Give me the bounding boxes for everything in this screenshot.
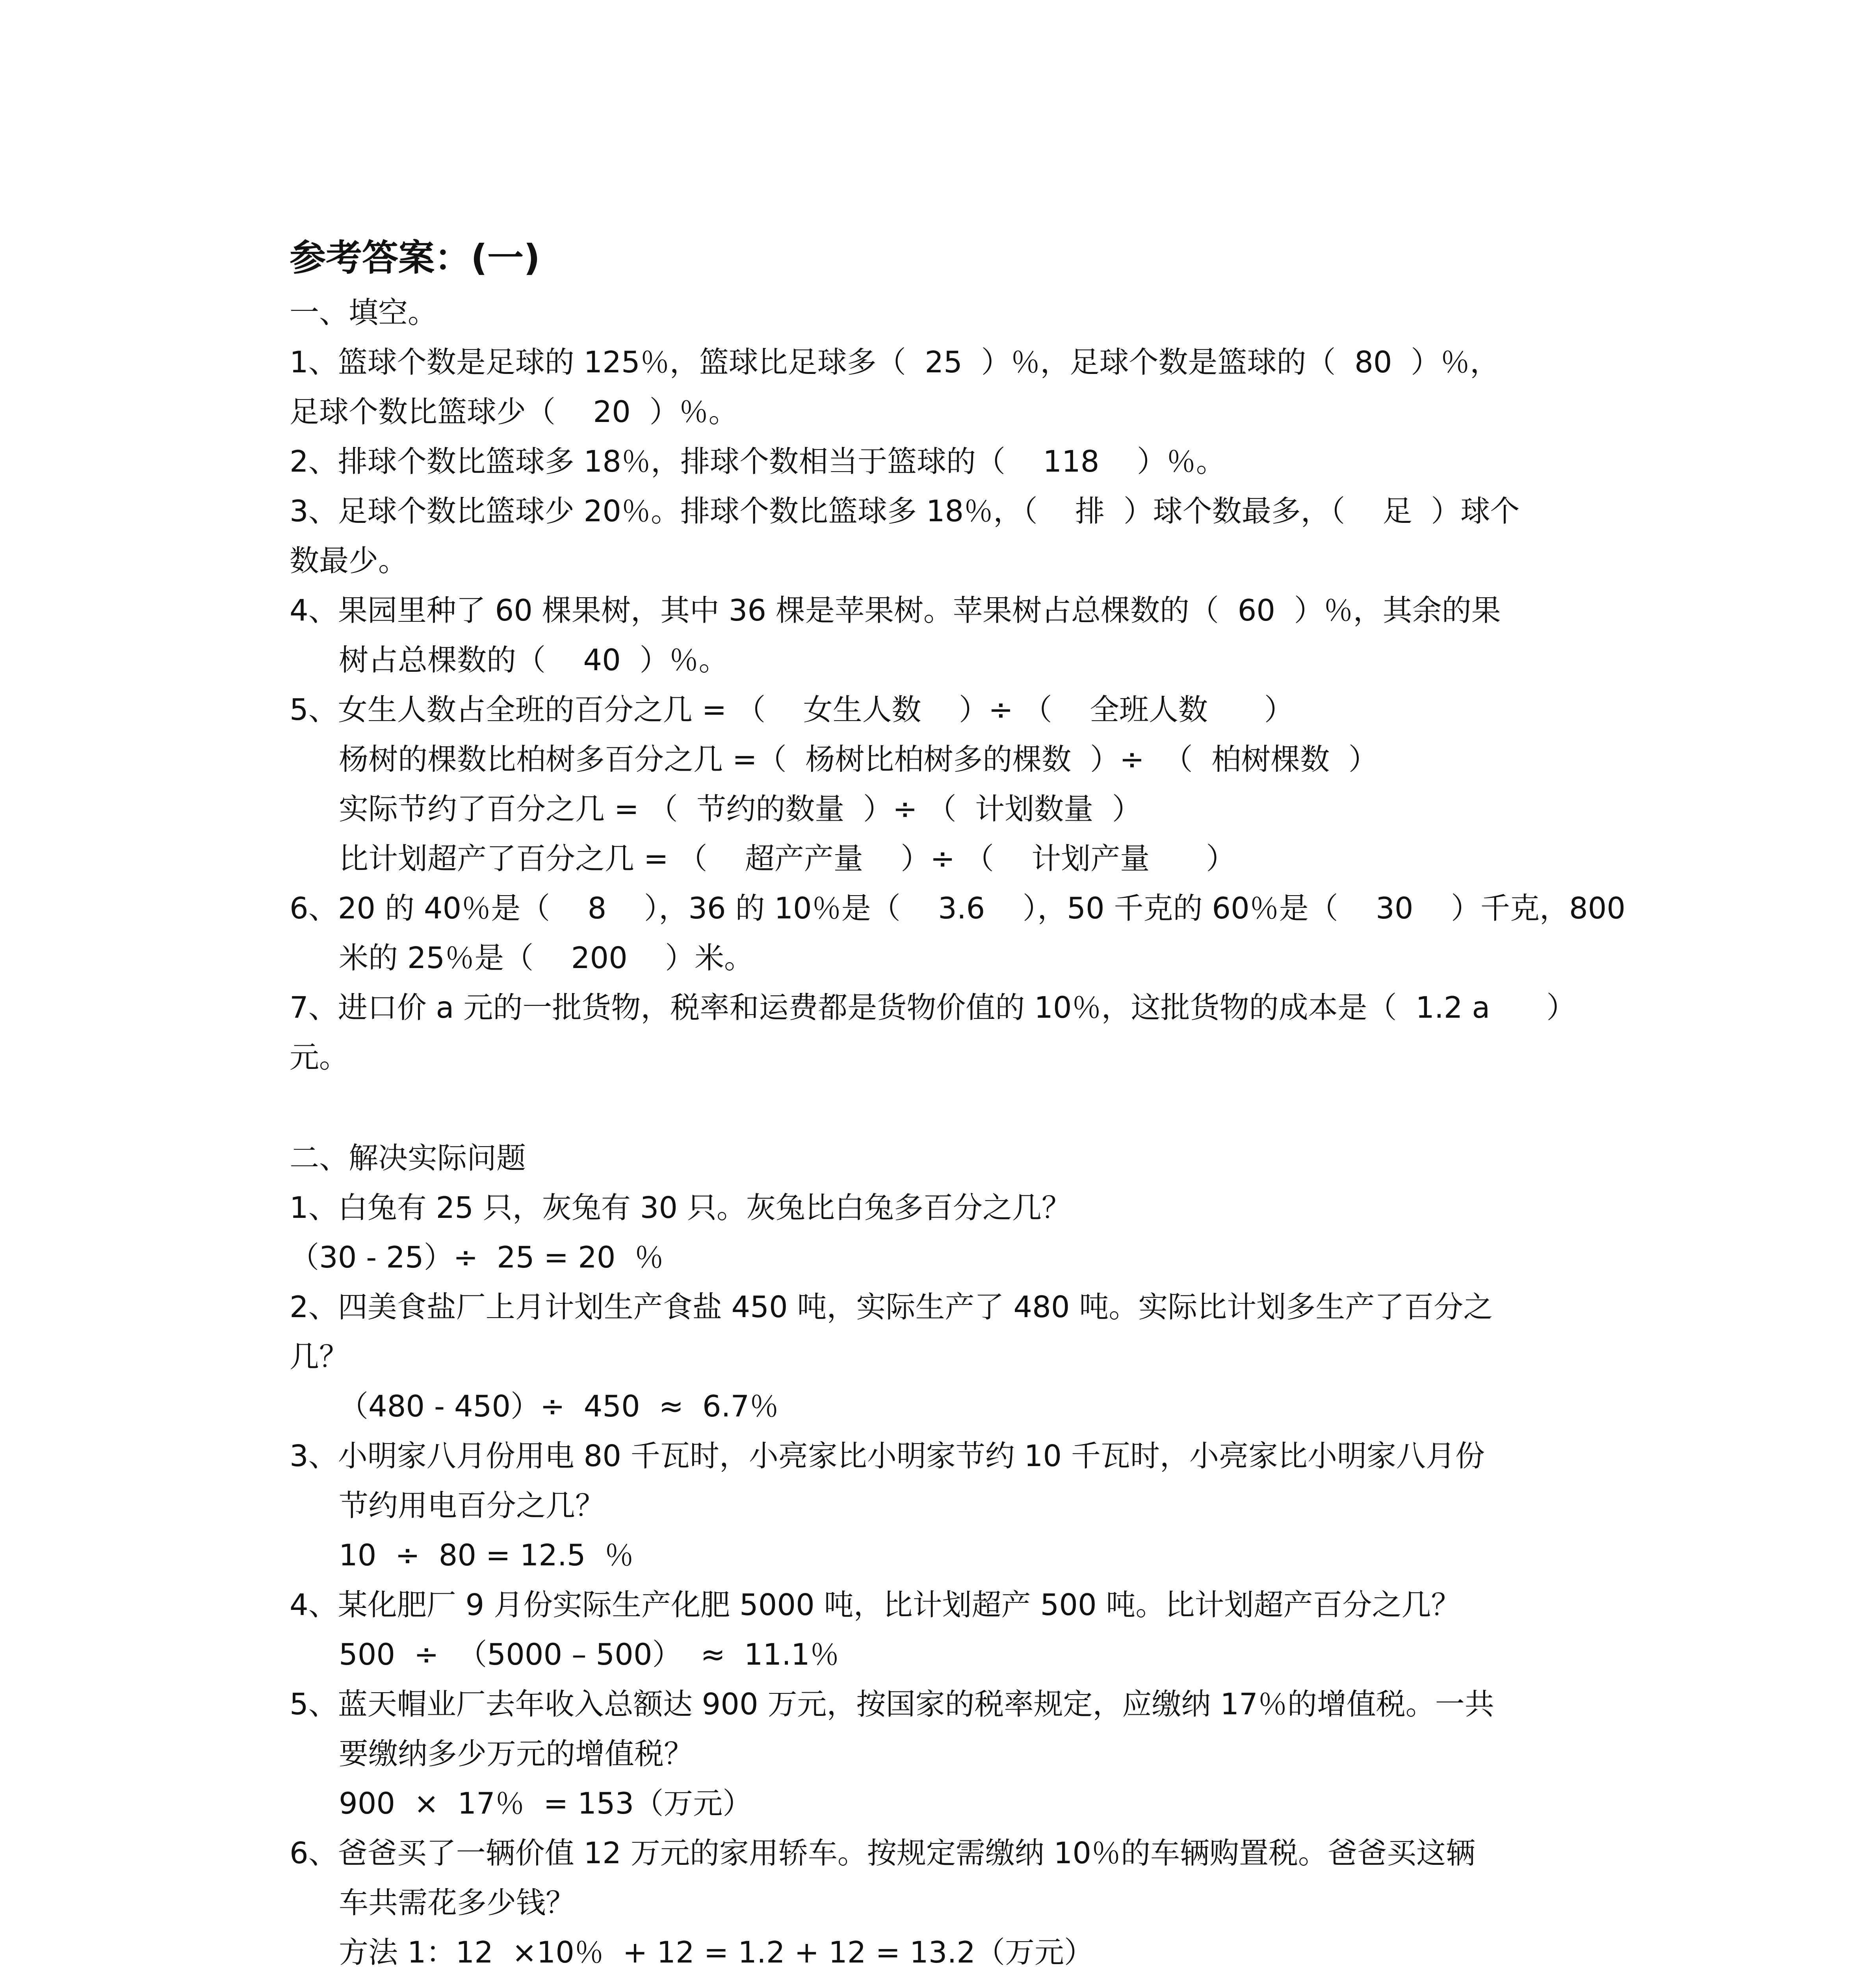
- fill-blank-line: 3、足球个数比篮球少 20％。排球个数比篮球多 18％，（ 排 ）球个数最多，（ 足 ）球个: [290, 494, 1520, 528]
- solution-line: 方法 1：12 ×10％ + 12 = 1.2 + 12 = 13.2（万元）: [339, 1935, 1094, 1970]
- fill-blank-line: 数最少。: [290, 543, 408, 578]
- section1-title: 一、填空。: [290, 295, 438, 330]
- problem-line: 2、四美食盐厂上月计划生产食盐 450 吨，实际生产了 480 吨。实际比计划多生产了百分之: [290, 1290, 1493, 1324]
- fill-blank-line: 米的 25％是（ 200 ）米。: [339, 940, 754, 975]
- problem-line: 4、某化肥厂 9 月份实际生产化肥 5000 吨，比计划超产 500 吨。比计划超产百分之几？: [290, 1587, 1461, 1622]
- solution-line: （480 - 450）÷ 450 ≈ 6.7％: [339, 1389, 779, 1424]
- fill-blank-line: 5、女生人数占全班的百分之几 = （ 女生人数 ）÷ （ 全班人数 ）: [290, 692, 1294, 727]
- problem-line: 5、蓝天帽业厂去年收入总额达 900 万元，按国家的税率规定，应缴纳 17％的增值税。一共: [290, 1687, 1494, 1721]
- solution-line: （30 - 25）÷ 25 = 20 ％: [290, 1240, 664, 1275]
- section2-title: 二、解决实际问题: [290, 1141, 526, 1175]
- answer-content: [290, 229, 1626, 1970]
- solution-line: 900 × 17％ = 153（万元）: [339, 1786, 752, 1821]
- problem-line: 节约用电百分之几？: [339, 1488, 605, 1523]
- fill-blank-line: 足球个数比篮球少（ 20 ）％。: [290, 394, 738, 429]
- section-spacer: [290, 1082, 1601, 1133]
- fill-blank-line: 7、进口价 a 元的一批货物，税率和运费都是货物价值的 10％，这批货物的成本是（ 1.2 a ）: [290, 990, 1576, 1025]
- fill-blank-line: 实际节约了百分之几 = （ 节约的数量 ）÷ （ 计划数量 ）: [339, 792, 1142, 826]
- problem-line: 6、爸爸买了一辆价值 12 万元的家用轿车。按规定需缴纳 10％的车辆购置税。爸爸买这辆: [290, 1836, 1476, 1870]
- problem-line: 1、白兔有 25 只，灰兔有 30 只。灰兔比白兔多百分之几？: [290, 1190, 1071, 1225]
- problem-line: 几？: [290, 1339, 349, 1374]
- problem-line: 车共需花多少钱？: [339, 1885, 576, 1920]
- fill-blank-line: 比计划超产了百分之几 = （ 超产产量 ）÷ （ 计划产量 ）: [339, 841, 1236, 876]
- fill-blank-line: 2、排球个数比篮球多 18％，排球个数相当于篮球的（ 118 ）％。: [290, 444, 1226, 479]
- fill-blank-line: 元。: [290, 1040, 349, 1074]
- fill-blank-line: 杨树的棵数比柏树多百分之几 =（ 杨树比柏树多的棵数 ）÷ （ 柏树棵数 ）: [339, 742, 1378, 777]
- problem-line: 要缴纳多少万元的增值税？: [339, 1736, 694, 1771]
- problem-line: 3、小明家八月份用电 80 千瓦时，小亮家比小明家节约 10 千瓦时，小亮家比小明家八月份: [290, 1438, 1485, 1473]
- page-heading: 参考答案：(一): [290, 237, 541, 279]
- solution-line: 10 ÷ 80 = 12.5 ％: [339, 1538, 634, 1572]
- fill-blank-line: 树占总棵数的（ 40 ）％。: [339, 643, 728, 677]
- fill-blank-line: 4、果园里种了 60 棵果树，其中 36 棵是苹果树。苹果树占总棵数的（ 60 ）％，其余的果: [290, 593, 1501, 628]
- solution-line: 500 ÷ （5000 – 500） ≈ 11.1％: [339, 1637, 840, 1672]
- fill-blank-line: 1、篮球个数是足球的 125％，篮球比足球多（ 25 ）％，足球个数是篮球的（ 80 ）％，: [290, 345, 1500, 379]
- fill-blank-line: 6、20 的 40％是（ 8 ），36 的 10％是（ 3.6 ），50 千克的 60％是（ 30 ）千克，800: [290, 891, 1626, 926]
